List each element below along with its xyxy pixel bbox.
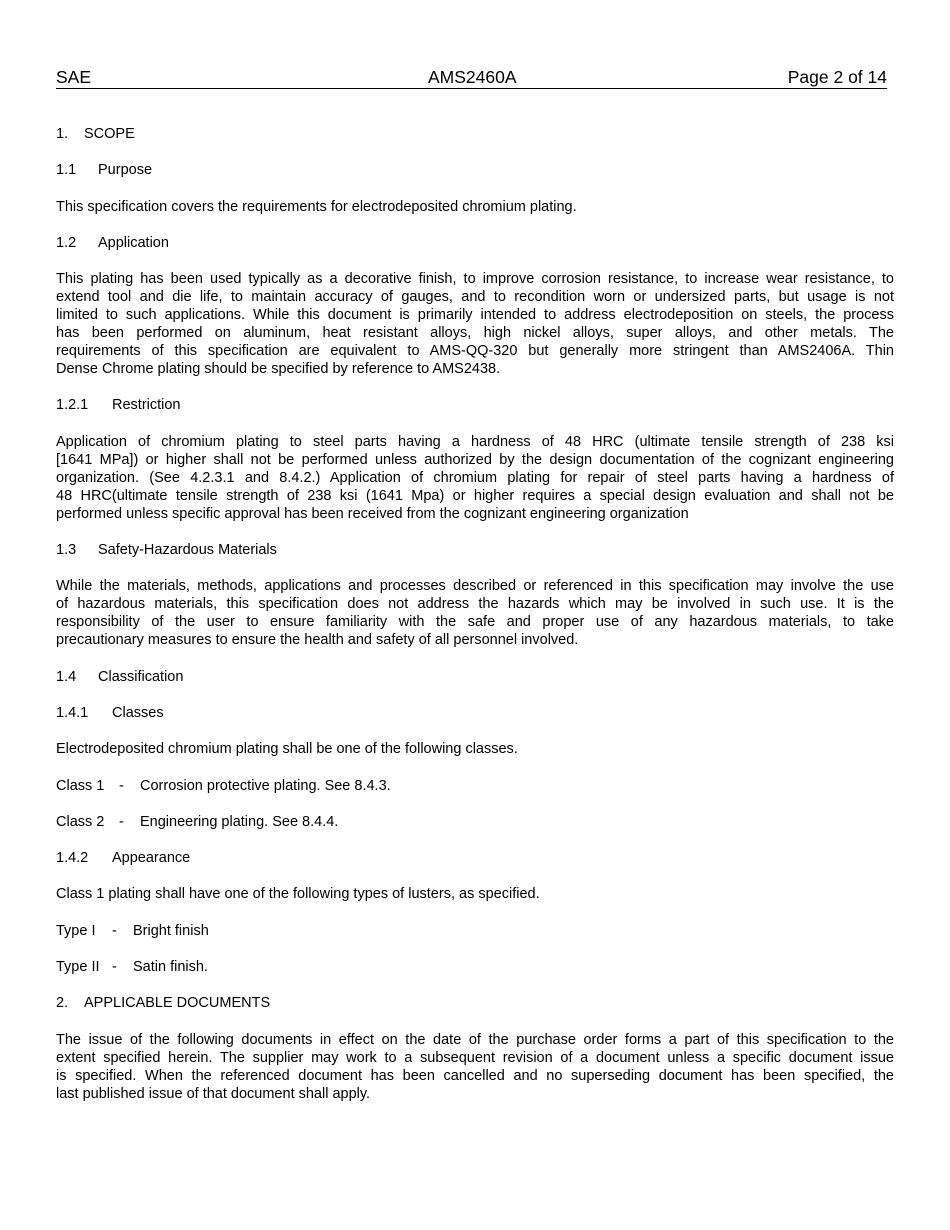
section-1-4-1-text: Electrodeposited chromium plating shall be one of the following classes.	[56, 741, 518, 758]
section-1-4-2-heading: 1.4.2 Appearance	[56, 850, 191, 867]
paragraph-line: [1641 MPa]) or higher shall not be performed unless authorized by the design documentation of the cognizant engineering	[56, 451, 894, 468]
paragraph-line: While the materials, methods, applications and processes described or referenced in this specification may involve the use	[56, 578, 894, 595]
paragraph-line: has been performed on aluminum, heat resistant alloys, high nickel alloys, super alloys, and other metals. The	[56, 325, 894, 342]
paragraph-line: extent specified herein. The supplier may work to a subsequent revision of a document unless a specific document issue	[56, 1049, 894, 1066]
paragraph-line: precautionary measures to ensure the health and safety of all personnel involved.	[56, 632, 579, 649]
type-list-item: Type II - Satin finish.	[56, 959, 208, 976]
section-1-heading: 1. SCOPE	[56, 126, 135, 142]
paragraph-line: is specified. When the referenced document has been cancelled and no superseding document has been specified, the	[56, 1067, 894, 1084]
section-1-1-heading: 1.1 Purpose	[56, 162, 153, 179]
section-1-4-1-heading: 1.4.1 Classes	[56, 704, 164, 721]
document-body	[56, 126, 894, 1104]
class-list-item: Class 1 - Corrosion protective plating. See 8.4.3.	[56, 777, 391, 794]
paragraph-line: organization. (See 4.2.3.1 and 8.4.2.) Application of chromium plating for repair of steel parts having a hardness of	[56, 469, 894, 486]
paragraph-line: 48 HRC(ultimate tensile strength of 238 ksi (1641 Mpa) or higher requires a special design evaluation and shall not be	[56, 487, 894, 504]
paragraph-line: Dense Chrome plating should be specified by reference to AMS2438.	[56, 361, 501, 378]
paragraph-line: requirements of this specification are equivalent to AMS-QQ-320 but generally more stringent than AMS2406A. Thin	[56, 343, 894, 360]
section-1-4-heading: 1.4 Classification	[56, 668, 184, 685]
section-2-paragraph	[56, 1032, 894, 1104]
section-1-4-2-text: Class 1 plating shall have one of the following types of lusters, as specified.	[56, 886, 540, 903]
paragraph-line: limited to such applications. While this document is primarily intended to address electrodeposition on steels, the process	[56, 307, 894, 324]
section-1-3-paragraph	[56, 578, 894, 650]
paragraph-line: performed unless specific approval has been received from the cognizant engineering organization	[56, 505, 689, 522]
header-doc-number: AMS2460A	[428, 67, 517, 87]
section-1-2-1-heading: 1.2.1 Restriction	[56, 397, 181, 414]
header-org: SAE	[56, 67, 92, 87]
section-2-heading: 2. APPLICABLE DOCUMENTS	[56, 995, 271, 1012]
section-1-1-text: This specification covers the requirements for electrodeposited chromium plating.	[56, 198, 577, 215]
section-1-2-paragraph	[56, 271, 894, 379]
paragraph-line: of hazardous materials, this specification does not address the hazards which may be involved in such use. It is the	[56, 596, 894, 613]
paragraph-line: responsibility of the user to ensure familiarity with the safe and proper use of any hazardous materials, to take	[56, 614, 894, 631]
paragraph-line: Application of chromium plating to steel parts having a hardness of 48 HRC (ultimate tensile strength of 238 ksi	[56, 433, 894, 450]
paragraph-line: extend tool and die life, to maintain accuracy of gauges, and to recondition worn or undersized parts, but usage is not	[56, 289, 894, 306]
page-header	[56, 66, 887, 89]
type-list-item: Type I - Bright finish	[56, 922, 209, 939]
class-list-item: Class 2 - Engineering plating. See 8.4.4.	[56, 813, 339, 830]
section-1-2-1-paragraph	[56, 434, 894, 524]
paragraph-line: last published issue of that document shall apply.	[56, 1085, 371, 1102]
header-page-number: Page 2 of 14	[787, 67, 887, 87]
section-1-3-heading: 1.3 Safety-Hazardous Materials	[56, 542, 277, 559]
section-1-2-heading: 1.2 Application	[56, 234, 169, 251]
paragraph-line: This plating has been used typically as a decorative finish, to improve corrosion resistance, to increase wear resistance, to	[56, 271, 894, 288]
paragraph-line: The issue of the following documents in effect on the date of the purchase order forms a part of this specification to the	[56, 1031, 894, 1048]
